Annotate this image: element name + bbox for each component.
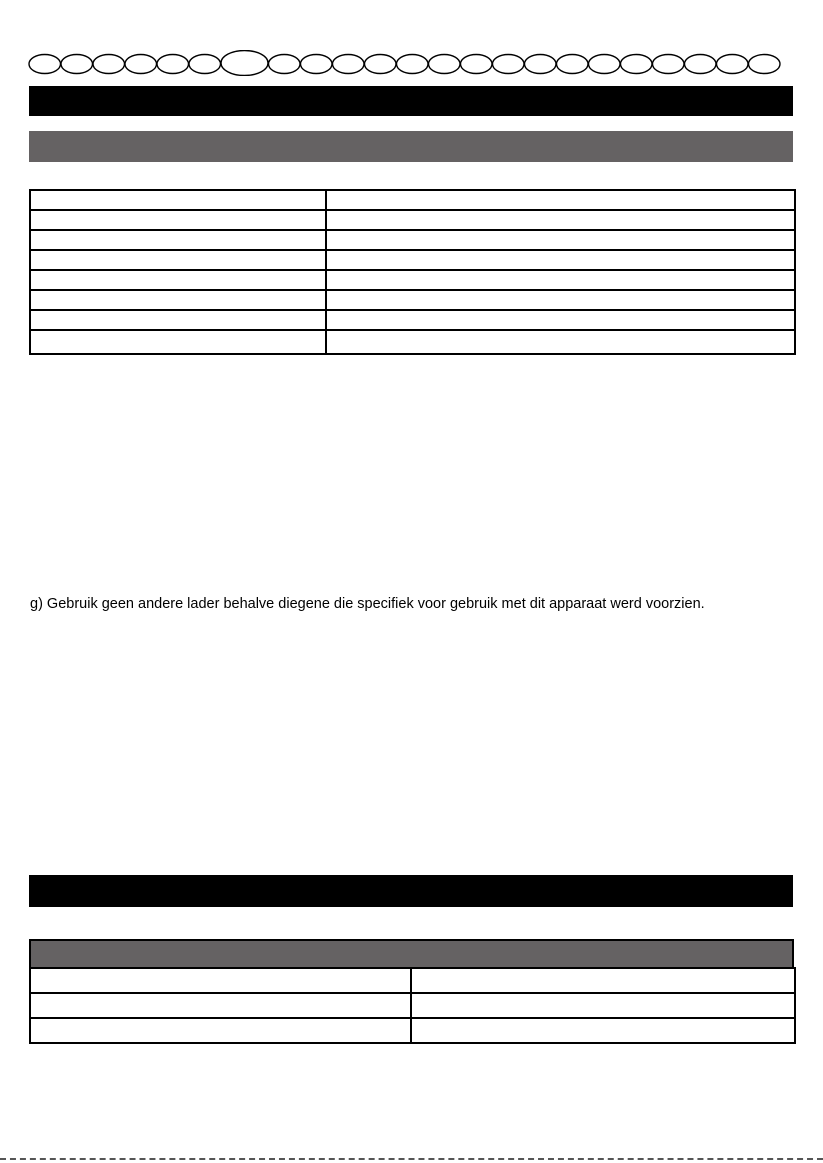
instruction-g: g) Gebruik geen andere lader behalve diegene die specifiek voor gebruik met dit apparaat werd voorzien.: [30, 596, 705, 612]
table-row: [30, 968, 795, 993]
table-cell: [326, 230, 795, 250]
header-bar: [29, 86, 793, 116]
spec-table: [29, 189, 796, 355]
bottom-table-header: [29, 939, 794, 967]
language-tab[interactable]: [93, 55, 125, 74]
table-cell: [30, 230, 326, 250]
language-tab[interactable]: [557, 55, 589, 74]
language-tab[interactable]: [717, 55, 749, 74]
table-row: [30, 310, 795, 330]
language-tab[interactable]: [365, 55, 397, 74]
language-tab[interactable]: [589, 55, 621, 74]
table-cell: [411, 968, 795, 993]
language-tab[interactable]: [61, 55, 93, 74]
language-tab[interactable]: [301, 55, 333, 74]
table-cell: [326, 250, 795, 270]
table-cell: [326, 310, 795, 330]
language-tab[interactable]: [189, 55, 221, 74]
language-tab[interactable]: [749, 55, 781, 74]
table-cell: [30, 330, 326, 354]
section-bar: [29, 131, 793, 162]
table-cell: [30, 190, 326, 210]
table-cell: [326, 330, 795, 354]
language-tab[interactable]: [525, 55, 557, 74]
table-cell: [30, 250, 326, 270]
language-tab[interactable]: [429, 55, 461, 74]
bottom-header-bar: [29, 875, 793, 907]
language-tab[interactable]: [29, 55, 61, 74]
table-cell: [326, 210, 795, 230]
table-cell: [411, 993, 795, 1018]
language-tab[interactable]: [157, 55, 189, 74]
language-tabs-graphic: [28, 50, 796, 76]
page-edge-dashes: [0, 1158, 823, 1160]
table-row: [30, 230, 795, 250]
table-row: [30, 290, 795, 310]
language-tab[interactable]: [397, 55, 429, 74]
table-row: [30, 330, 795, 354]
language-tab[interactable]: [493, 55, 525, 74]
table-row: [30, 190, 795, 210]
table-cell: [326, 190, 795, 210]
table-cell: [30, 993, 411, 1018]
table-row: [30, 993, 795, 1018]
table-cell: [30, 310, 326, 330]
language-tabs: [28, 50, 796, 76]
table-cell: [411, 1018, 795, 1043]
language-tab[interactable]: [461, 55, 493, 74]
bottom-table: [29, 967, 796, 1044]
language-tab[interactable]: [621, 55, 653, 74]
table-row: [30, 210, 795, 230]
table-cell: [30, 290, 326, 310]
table-cell: [326, 270, 795, 290]
language-tab[interactable]: [333, 55, 365, 74]
table-cell: [30, 210, 326, 230]
language-tab-active[interactable]: [221, 51, 268, 76]
language-tab[interactable]: [125, 55, 157, 74]
table-row: [30, 1018, 795, 1043]
language-tab[interactable]: [653, 55, 685, 74]
language-tab[interactable]: [269, 55, 301, 74]
table-row: [30, 270, 795, 290]
table-cell: [30, 270, 326, 290]
table-cell: [30, 968, 411, 993]
table-row: [30, 250, 795, 270]
language-tab[interactable]: [685, 55, 717, 74]
table-cell: [30, 1018, 411, 1043]
table-cell: [326, 290, 795, 310]
